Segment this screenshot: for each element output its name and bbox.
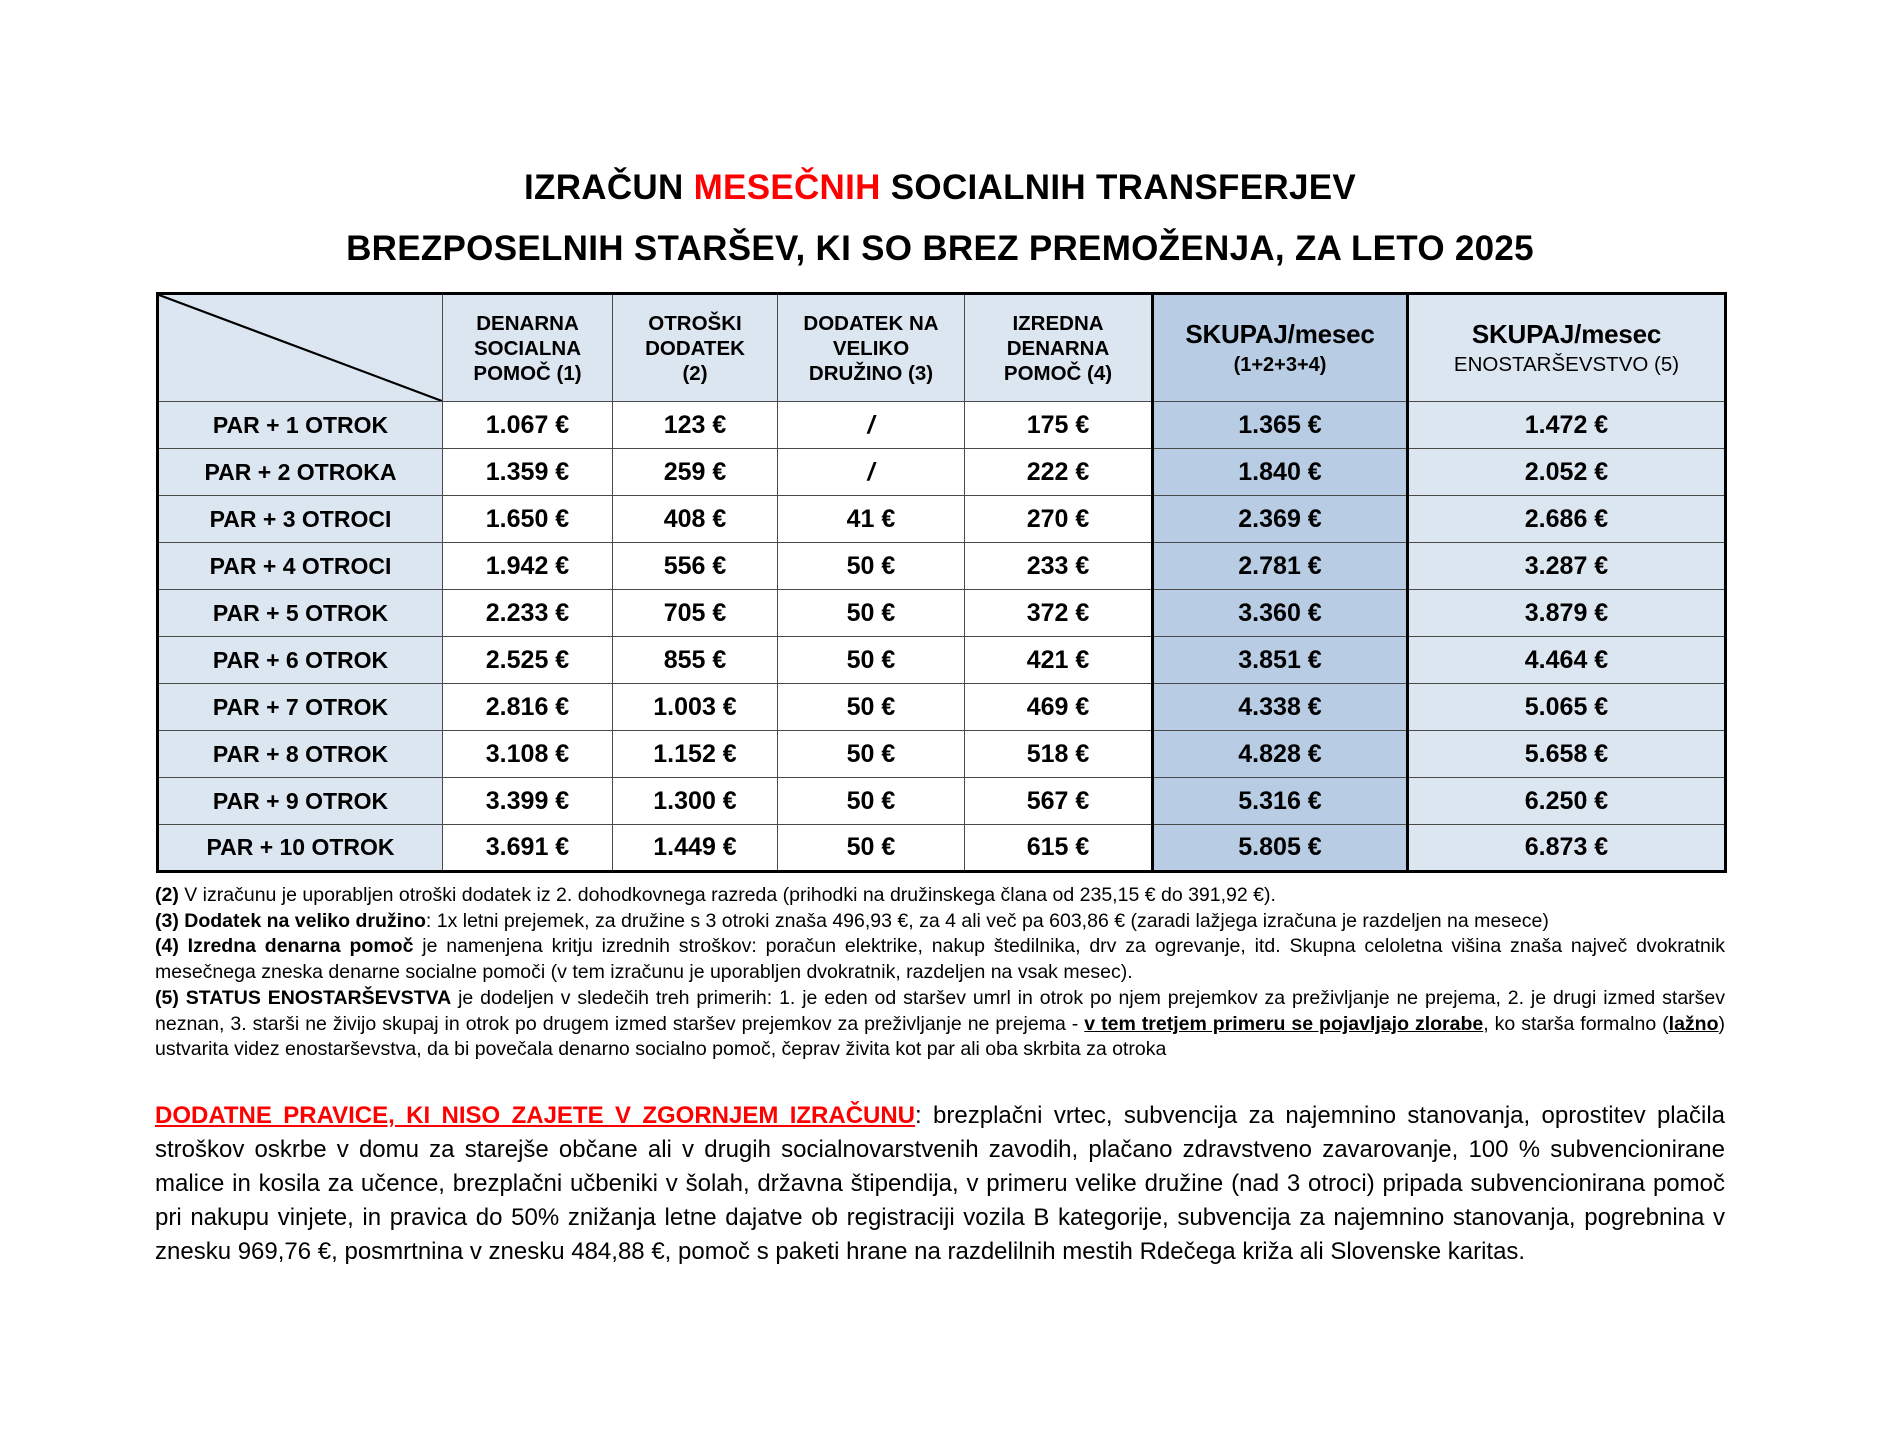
footnote-5 [155, 986, 1725, 1063]
cell-skupaj-enostarsevstvo: 3.287 € [1408, 543, 1726, 590]
additional-rights-heading: DODATNE PRAVICE, KI NISO ZAJETE V ZGORNJEM IZRAČUNU [155, 1102, 916, 1130]
footnote-3-marker: (3) [155, 909, 179, 932]
table-row [158, 637, 1726, 684]
cell-otroski-dodatek: 855 € [613, 637, 778, 684]
table-corner-cell [158, 294, 443, 402]
cell-izredna-denarna-pomoc: 567 € [965, 778, 1153, 825]
cell-dodatek-velika-druzina: 50 € [778, 778, 965, 825]
cell-izredna-denarna-pomoc: 469 € [965, 684, 1153, 731]
row-label: PAR + 1 OTROK [158, 402, 443, 449]
header-line-2: DENARNA [1006, 336, 1110, 360]
table-row [158, 825, 1726, 872]
cell-otroski-dodatek: 123 € [613, 402, 778, 449]
header-single-subtitle: ENOSTARŠEVSTVO (5) [1453, 353, 1680, 377]
page-title-line-2: BREZPOSELNIH STARŠEV, KI SO BREZ PREMOŽENJA, ZA LETO 2025 [346, 229, 1534, 268]
table-row [158, 543, 1726, 590]
cell-denarna-socialna-pomoc: 1.942 € [443, 543, 613, 590]
social-transfers-table [156, 292, 1727, 873]
footnote-4-bold: Izredna denarna pomoč [178, 935, 414, 958]
cell-skupaj-enostarsevstvo: 2.686 € [1408, 496, 1726, 543]
cell-dodatek-velika-druzina: 50 € [778, 825, 965, 872]
header-single-title: SKUPAJ/mesec [1471, 318, 1662, 349]
row-label: PAR + 5 OTROK [158, 590, 443, 637]
header-line-3: DRUŽINO (3) [808, 361, 934, 385]
column-header-skupaj-total [1153, 294, 1408, 402]
footnote-3-bold: Dodatek na veliko družino [178, 909, 426, 932]
cell-izredna-denarna-pomoc: 615 € [965, 825, 1153, 872]
cell-otroski-dodatek: 408 € [613, 496, 778, 543]
cell-izredna-denarna-pomoc: 222 € [965, 449, 1153, 496]
cell-dodatek-velika-druzina: 50 € [778, 731, 965, 778]
table-row [158, 496, 1726, 543]
table-header-row [158, 294, 1726, 402]
column-header-otroski-dodatek [613, 294, 778, 402]
cell-dodatek-velika-druzina: 50 € [778, 637, 965, 684]
table-row [158, 684, 1726, 731]
cell-denarna-socialna-pomoc: 1.359 € [443, 449, 613, 496]
footnote-4-marker: (4) [155, 935, 179, 958]
title-part-1: IZRAČUN [523, 168, 694, 207]
footnote-2-marker: (2) [155, 884, 179, 906]
cell-skupaj-enostarsevstvo: 3.879 € [1408, 590, 1726, 637]
footnote-5-text-a: je dodeljen v sledečih treh primerih: 1. je eden od staršev umrl in otrok po njem prejemkov za preživljanje ne prejema, 2. je drugi izmed staršev neznan, 3. starši ne živijo skupaj in otrok po drugem izmed staršev prejemkov za preživljanje ne prejema - [155, 986, 1725, 1035]
cell-skupaj-enostarsevstvo: 4.464 € [1408, 637, 1726, 684]
cell-otroski-dodatek: 259 € [613, 449, 778, 496]
cell-dodatek-velika-druzina: 41 € [778, 496, 965, 543]
footnote-5-bold: STATUS ENOSTARŠEVSTVA [178, 986, 452, 1009]
header-line-1: DODATEK NA [803, 311, 939, 335]
cell-skupaj-total: 1.365 € [1153, 402, 1408, 449]
table-row [158, 778, 1726, 825]
cell-otroski-dodatek: 1.003 € [613, 684, 778, 731]
page-title-line-1 [0, 170, 1880, 205]
cell-denarna-socialna-pomoc: 2.233 € [443, 590, 613, 637]
footnote-4 [155, 934, 1725, 985]
cell-otroski-dodatek: 556 € [613, 543, 778, 590]
cell-denarna-socialna-pomoc: 1.067 € [443, 402, 613, 449]
table-row [158, 731, 1726, 778]
cell-skupaj-total: 2.369 € [1153, 496, 1408, 543]
cell-dodatek-velika-druzina: 50 € [778, 543, 965, 590]
cell-izredna-denarna-pomoc: 270 € [965, 496, 1153, 543]
header-total-title: SKUPAJ/mesec [1185, 318, 1375, 349]
cell-skupaj-enostarsevstvo: 1.472 € [1408, 402, 1726, 449]
transfers-table-wrapper [156, 292, 1724, 873]
row-label: PAR + 8 OTROK [158, 731, 443, 778]
row-label: PAR + 7 OTROK [158, 684, 443, 731]
header-line-1: IZREDNA [1012, 311, 1104, 335]
document-title-block [0, 0, 1880, 266]
footnote-4-text: je namenjena kritju izrednih stroškov: poračun elektrike, nakup štedilnika, drv za ogrevanje, itd. Skupna celoletna višina znaša največ dvokratnik mesečnega zneska denarne socialne pomoči (v tem izračunu je uporabljen dvokratnik, razdeljen na vsak mesec). [155, 935, 1725, 984]
additional-rights-section [155, 1099, 1725, 1269]
cell-dodatek-velika-druzina: 50 € [778, 684, 965, 731]
column-header-denarna-socialna-pomoc [443, 294, 613, 402]
table-row [158, 449, 1726, 496]
footnotes-section [155, 883, 1725, 1063]
additional-rights-text: : brezplačni vrtec, subvencija za najemnino stanovanja, oprostitev plačila stroškov oskrbe v domu za starejše občane ali v drugih socialnovarstvenih zavodih, plačano zdravstveno zavarovanje, 100 % subvencionirane malice in kosila za učence, brezplačni učbeniki v šolah, državna štipendija, v primeru velike družine (nad 3 otroci) pripada subvencionirana pomoč pri nakupu vinjete, in pravica do 50% znižanja letne dajatve ob registraciji vozila B kategorije, subvencija za najemnino stanovanja, pogrebnina v znesku 969,76 €, posmrtnina v znesku 484,88 €, pomoč s paketi hrane na razdelilnih mestih Rdečega križa ali Slovenske karitas. [155, 1102, 1725, 1266]
cell-dodatek-velika-druzina: / [778, 449, 965, 496]
cell-dodatek-velika-druzina: / [778, 402, 965, 449]
footnote-3-text: : 1x letni prejemek, za družine s 3 otroki znaša 496,93 €, za 4 ali več pa 603,86 € (zaradi lažjega izračuna je razdeljen na mesece) [425, 909, 1549, 932]
cell-izredna-denarna-pomoc: 233 € [965, 543, 1153, 590]
cell-skupaj-total: 4.828 € [1153, 731, 1408, 778]
cell-skupaj-total: 2.781 € [1153, 543, 1408, 590]
column-header-dodatek-velika-druzina [778, 294, 965, 402]
footnote-2-text: V izračunu je uporabljen otroški dodatek iz 2. dohodkovnega razreda (prihodki na družinskega člana od 235,15 € do 391,92 €). [178, 884, 1276, 906]
header-line-1: OTROŠKI [648, 311, 742, 335]
footnote-5-text-b: , ko starša formalno ( [1483, 1012, 1669, 1035]
header-line-3: POMOČ (4) [1003, 361, 1113, 385]
cell-otroski-dodatek: 1.152 € [613, 731, 778, 778]
header-line-3: POMOČ (1) [473, 361, 582, 385]
cell-skupaj-total: 3.360 € [1153, 590, 1408, 637]
row-label: PAR + 9 OTROK [158, 778, 443, 825]
cell-denarna-socialna-pomoc: 2.525 € [443, 637, 613, 684]
header-line-1: DENARNA [476, 311, 579, 335]
cell-izredna-denarna-pomoc: 175 € [965, 402, 1153, 449]
cell-skupaj-total: 5.316 € [1153, 778, 1408, 825]
cell-izredna-denarna-pomoc: 518 € [965, 731, 1153, 778]
cell-skupaj-total: 1.840 € [1153, 449, 1408, 496]
footnote-5-marker: (5) [155, 986, 179, 1009]
row-label: PAR + 10 OTROK [158, 825, 443, 872]
row-label: PAR + 2 OTROKA [158, 449, 443, 496]
table-row [158, 590, 1726, 637]
cell-otroski-dodatek: 1.449 € [613, 825, 778, 872]
cell-otroski-dodatek: 705 € [613, 590, 778, 637]
title-highlight-word: MESEČNIH [693, 168, 881, 207]
cell-skupaj-enostarsevstvo: 5.658 € [1408, 731, 1726, 778]
cell-otroski-dodatek: 1.300 € [613, 778, 778, 825]
footnote-3 [155, 909, 1725, 935]
cell-skupaj-total: 3.851 € [1153, 637, 1408, 684]
row-label: PAR + 3 OTROCI [158, 496, 443, 543]
header-total-formula: (1+2+3+4) [1233, 353, 1327, 376]
cell-skupaj-enostarsevstvo: 2.052 € [1408, 449, 1726, 496]
cell-skupaj-enostarsevstvo: 5.065 € [1408, 684, 1726, 731]
column-header-skupaj-enostarsevstvo [1408, 294, 1726, 402]
cell-skupaj-total: 5.805 € [1153, 825, 1408, 872]
header-line-2: DODATEK [645, 336, 745, 360]
table-row [158, 402, 1726, 449]
footnote-5-text-c: ) ustvarita videz enostarševstva, da bi povečala denarno socialno pomoč, čeprav živita kot par ali oba skrbita za otroka [155, 1012, 1725, 1061]
diagonal-slash-icon [159, 295, 442, 401]
cell-denarna-socialna-pomoc: 3.691 € [443, 825, 613, 872]
cell-skupaj-enostarsevstvo: 6.250 € [1408, 778, 1726, 825]
footnote-2 [155, 883, 1725, 909]
header-line-2: VELIKO [832, 336, 910, 360]
column-header-izredna-denarna-pomoc [965, 294, 1153, 402]
cell-denarna-socialna-pomoc: 3.399 € [443, 778, 613, 825]
cell-izredna-denarna-pomoc: 421 € [965, 637, 1153, 684]
cell-denarna-socialna-pomoc: 3.108 € [443, 731, 613, 778]
row-label: PAR + 4 OTROCI [158, 543, 443, 590]
cell-dodatek-velika-druzina: 50 € [778, 590, 965, 637]
cell-skupaj-enostarsevstvo: 6.873 € [1408, 825, 1726, 872]
cell-denarna-socialna-pomoc: 2.816 € [443, 684, 613, 731]
footnote-5-emphasis-b: lažno [1668, 1012, 1719, 1035]
cell-skupaj-total: 4.338 € [1153, 684, 1408, 731]
header-line-3: (2) [682, 361, 708, 385]
footnote-5-emphasis-a: v tem tretjem primeru se pojavljajo zlorabe [1084, 1012, 1484, 1035]
cell-izredna-denarna-pomoc: 372 € [965, 590, 1153, 637]
row-label: PAR + 6 OTROK [158, 637, 443, 684]
header-line-2: SOCIALNA [473, 336, 582, 360]
cell-denarna-socialna-pomoc: 1.650 € [443, 496, 613, 543]
title-part-2: SOCIALNIH TRANSFERJEV [880, 168, 1357, 207]
